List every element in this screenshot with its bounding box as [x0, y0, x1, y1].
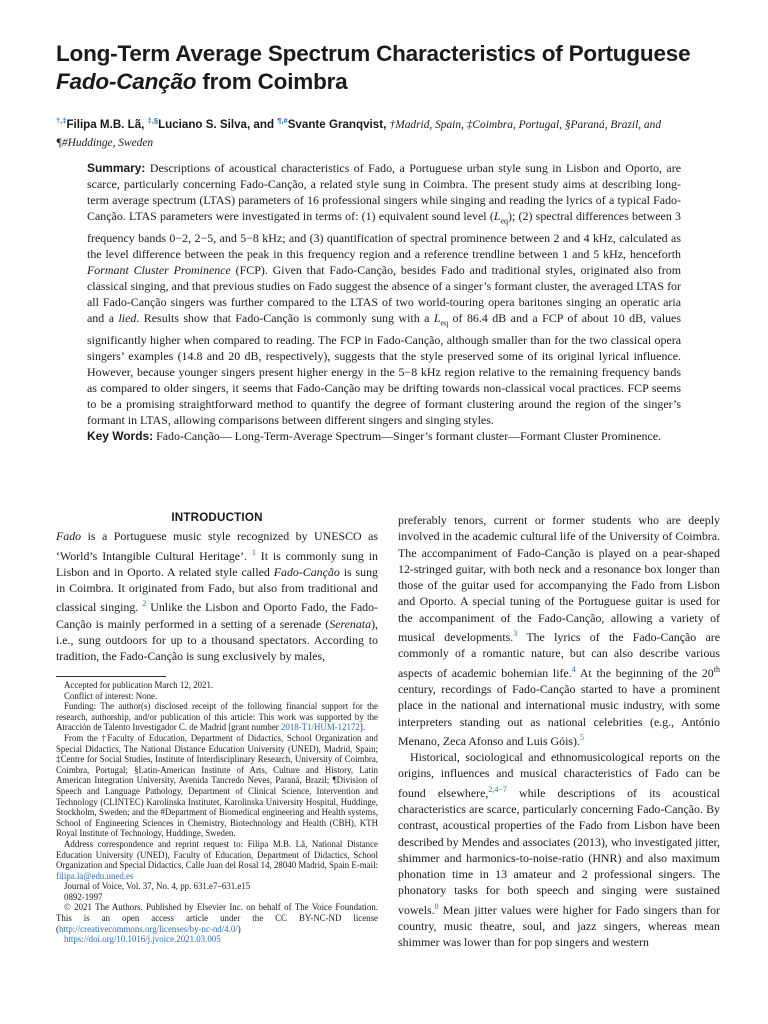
- footnote-divider: [56, 676, 166, 677]
- right-text-7: Mean jitter values were higher for Fado singers than for country, music theatre, soul, and jazz singers, whereas mean shimmer was lower than for pop singers and western: [398, 902, 720, 950]
- keywords-paragraph: [87, 428, 681, 444]
- leq-symbol-2: L: [433, 311, 441, 326]
- leq-subscript: eq: [500, 216, 509, 226]
- keywords-text: Fado-Canção— Long-Term-Average Spectrum—Singer’s formant cluster—Formant Cluster Prominence.: [153, 429, 662, 444]
- right-text-2: The lyrics of the Fado-Canção are commonly of a romantic nature, but can also describe various aspects of academic bohemian life.: [398, 630, 720, 680]
- footnote-conflict: Conflict of interest: None.: [64, 690, 158, 701]
- leq-subscript-2: eq: [440, 318, 449, 328]
- footnote-correspondence: [56, 839, 378, 881]
- author-2-affil-mark[interactable]: ‡,§: [147, 116, 159, 125]
- citation-5[interactable]: 5: [579, 732, 584, 742]
- intro-text-2: It is commonly sung in Lisbon and in Oporto. A related style called: [56, 548, 378, 579]
- right-text-5: Historical, sociological and ethnomusicological reports on the origins, influences and musical characteristics of Fado can be found elsewhere,: [398, 750, 720, 800]
- author-list: [56, 112, 746, 152]
- affiliations-short-2: ¶#Huddinge, Sweden: [56, 136, 154, 149]
- author-1-affil-mark[interactable]: †,‡: [56, 116, 67, 125]
- funding-text: Funding: The author(s) disclosed receipt of the following financial support for the research, authorship, and/or publication of this article: This work was supported by the Atracción de Talento Investigador C. de Madrid [grant number: [56, 701, 378, 733]
- left-column: [56, 510, 378, 665]
- citation-3[interactable]: 3: [513, 629, 518, 639]
- summary-text-4: . Results show that Fado-Canção is commonly sung with a: [136, 311, 434, 326]
- footnote-license: [56, 902, 378, 934]
- license-text: © 2021 The Authors. Published by Elsevier Inc. on behalf of The Voice Foundation. This is an open access article under the CC BY-NC-ND license (: [56, 902, 378, 934]
- author-1: Filipa M.B. Lã,: [66, 117, 145, 131]
- license-link[interactable]: http://creativecommons.org/licenses/by-nc-nd/4.0/: [58, 923, 238, 934]
- footnote-affiliations: From the †Faculty of Education, Department of Didactics, School Organization and Special Didactics, The National Distance Education University (UNED), Madrid, Spain; ‡Centre for Social Studies, Institute of Interdisciplinary Research, University of Coimbra, Coimbra, Portugal; §Latin-American Institute of Arts, Culture and History, Latin American Integration University, Avenida Tancredo Neves, Paraná, Brazil; ¶Division of Speech and Language Pathology, Department of Clinical Science, Intervention and Technology (CLINTEC) Karolinska Institutet, Karolinska University Hospital, Huddinge, Stockholm, Sweden; and the #Department of Biomedical engineering and Health systems, School of Engineering Sciences in Chemistry, Biotechnology and Health (CBH), KTH Royal Institute of Technology, Huddinge, Sweden.: [56, 732, 378, 839]
- summary-paragraph: [87, 160, 681, 428]
- footnote-journal: Journal of Voice, Vol. 37, No. 4, pp. 631.e7–631.e15: [64, 881, 251, 892]
- affiliations-short: †Madrid, Spain, ‡Coimbra, Portugal, §Paraná, Brazil, and: [389, 118, 662, 131]
- right-text-1: preferably tenors, current or former students who are deeply involved in the academic cultural life of the University of Coimbra. The accompaniment of Fado-Canção is played on a pear-shaped 12-stringed guitar, with both neck and a resonance box longer than those of the guitar used for accompanying the Fado from Lisbon and Oporto. A special tuning of the Portuguese guitar is used for the accompaniment of the Fado-Canção, allowing a variety of musical developments.: [398, 513, 720, 645]
- lied-term: lied: [118, 311, 137, 326]
- citation-8[interactable]: 8: [434, 901, 439, 911]
- right-text-6: while descriptions of its acoustical characteristics are scarce, particularly concerning Fado-Canção. By contrast, acoustical properties of the Fado from Lisbon have been described by Mendes and associates (2013), who investigated jitter, shimmer and harmonics-to-noise-ratio (HNR) and also maximum phonation time in 13 amateur and 2 professional singers. The phonatory tasks for both speech and singing were sustained vowels.: [398, 785, 720, 917]
- title-line-2: [56, 68, 736, 96]
- serenata-term: Serenata: [329, 616, 372, 631]
- license-end: ): [237, 923, 241, 934]
- article-title: [56, 40, 736, 96]
- email-link[interactable]: filipa.la@edu.uned.es: [56, 870, 134, 881]
- doi-link[interactable]: https://doi.org/10.1016/j.jvoice.2021.03.005: [64, 934, 221, 945]
- right-column: [398, 512, 720, 951]
- author-3: Svante Granqvist,: [287, 117, 387, 131]
- title-italic-term: Fado-Canção: [56, 69, 197, 94]
- citation-6[interactable]: 2,4−7: [488, 784, 507, 794]
- summary-text-2: ); (2) spectral differences between 3 frequency bands 0−2, 2−5, and 5−8 kHz; and (3) quantification of spectral prominence between 2 and 4 kHz, calculated as the level difference between the peak in this frequency region and a reference trendline between 1 and 5 kHz, henceforth: [87, 209, 681, 261]
- keywords-label: Key Words:: [87, 429, 154, 444]
- summary-text-3: (FCP). Given that Fado-Canção, besides Fado and traditional styles, originated also from classical singing, and that previous studies on Fado suggest the absence of a singer’s formant cluster, the averaged LTAS for all Fado-Canção singers was further compared to the LTAS of two world-touring opera baritones singing an operatic aria and a: [87, 262, 682, 326]
- ordinal-suffix: th: [713, 664, 720, 674]
- footnote-issn: 0892-1997: [64, 891, 103, 902]
- correspondence-text: Address correspondence and reprint request to: Filipa M.B. Lã, National Distance Education University (UNED), Faculty of Education, Department of Didactics, School Organization and Special Didactics, Calle Juan del Rosal 14, 28040 Madrid, Spain E-mail:: [56, 838, 378, 871]
- fado-cancao-term: Fado-Canção: [273, 564, 340, 579]
- fado-term: Fado: [56, 529, 82, 544]
- intro-text-3: is sung in Coimbra. It originated from Fado, but also from traditional and classical singing.: [56, 564, 378, 615]
- grant-link[interactable]: 2018-T1/HUM-12172: [280, 722, 360, 733]
- citation-4[interactable]: 4: [571, 664, 576, 674]
- right-text-4: century, recordings of Fado-Canção started to have a prominent place in the national and international music industry, with some interpreters standing out as national celebrities (e.g., António Menano, Zeca Afonso and Luis Góis).: [398, 681, 720, 748]
- funding-end: ].: [359, 722, 366, 733]
- footnote-funding: [56, 701, 378, 733]
- right-paragraph-1: [398, 512, 720, 749]
- abstract: [87, 160, 681, 444]
- leq-symbol: L: [493, 209, 501, 224]
- section-heading-introduction: INTRODUCTION: [171, 511, 263, 524]
- right-text-3: At the beginning of the 20: [575, 665, 714, 680]
- author-2: Luciano S. Silva, and: [158, 117, 275, 131]
- title-line-2-rest: from Coimbra: [196, 69, 348, 94]
- author-3-affil-mark[interactable]: ¶,#: [277, 116, 288, 125]
- intro-text-1: is a Portuguese music style recognized by UNESCO as ‘World’s Intangible Cultural Heritage’.: [56, 529, 378, 563]
- summary-text-5: of 86.4 dB and a FCP of about 10 dB, values significantly higher when compared to reading. The FCP in Fado-Canção, although smaller than for the two classical opera singers’ examples (14.8 and 20 dB, respectively), suggests that the style preserved some of its original lyrical influence. However, because younger singers present higher energy in the 5−8 kHz region relative to the remaining frequency bands as compared to older singers, it seems that Fado-Canção may be drifting towards non-classical vocal practices. FCP seems to be a promising straightforward method to quantify the degree of formant clustering around the region of the singer’s formant in LTAS, allowing comparisons between different singers and singing styles.: [87, 311, 681, 428]
- citation-1[interactable]: 1: [251, 547, 256, 557]
- intro-paragraph-1: [56, 528, 378, 664]
- fcp-term: Formant Cluster Prominence: [87, 262, 231, 277]
- title-line-1: Long-Term Average Spectrum Characteristics of Portuguese: [56, 41, 691, 66]
- citation-2[interactable]: 2: [142, 599, 147, 609]
- footnote-accepted: Accepted for publication March 12, 2021.: [64, 680, 214, 690]
- intro-text-4: Unlike the Lisbon and Oporto Fado, the Fado-Canção is mainly performed in a setting of a serenade (: [56, 600, 379, 631]
- summary-label: Summary:: [87, 161, 146, 175]
- footnotes: [56, 680, 378, 945]
- summary-text-1: Descriptions of acoustical characteristics of Fado, a Portuguese urban style sung in Lisbon and Oporto, are scarce, particularly concerning Fado-Canção, a related style sung in Coimbra. The present study aims at describing long-term average spectrum (LTAS) parameters of 16 professional singers while singing and reading the lyrics of a typical Fado-Canção. LTAS parameters were investigated in terms of: (1) equivalent sound level (: [87, 161, 681, 224]
- intro-text-5: ), i.e., sung outdoors for up to a thousand spectators. According to tradition, the Fado-Canção is sung exclusively by males,: [56, 616, 378, 664]
- right-paragraph-2: [398, 749, 720, 951]
